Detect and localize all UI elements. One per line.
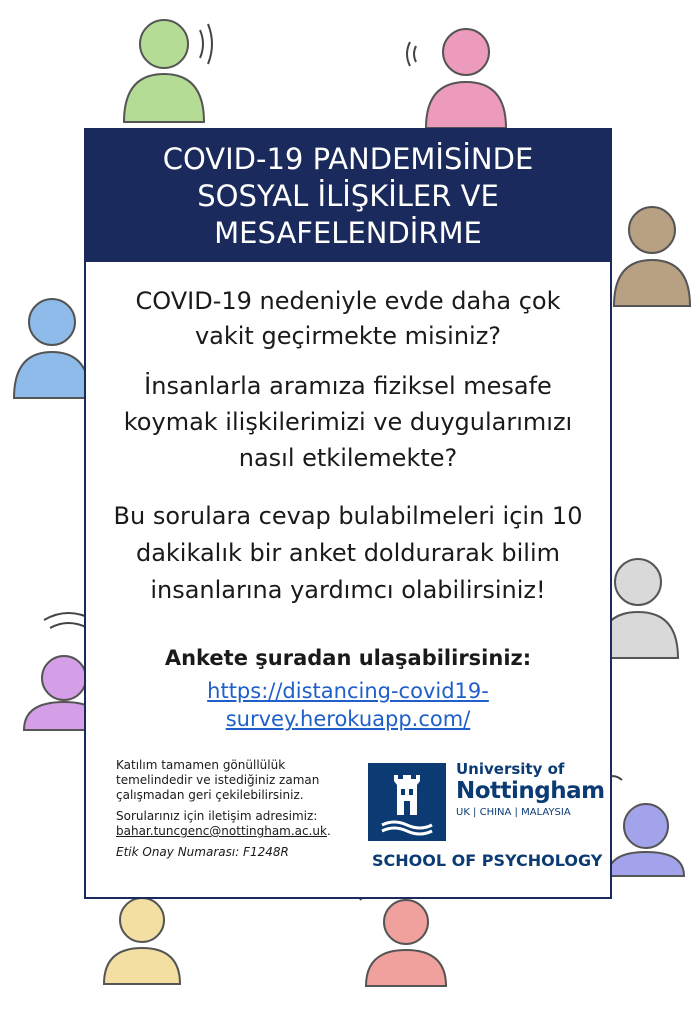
poster-card [84, 128, 612, 899]
question-line: vakit geçirmekte misiniz? [194, 322, 502, 350]
survey-link-line: https://distancing-covid19- [207, 679, 489, 703]
university-crest-icon [368, 763, 446, 841]
voluntary-line: temelindedir ve istediğiniz zaman [116, 773, 320, 787]
logo-university-of: University of [456, 760, 565, 778]
contact-label: Sorularınız için iletişim adresimiz: [116, 809, 318, 823]
contact-email[interactable]: bahar.tuncgenc@nottingham.ac.uk [116, 824, 327, 838]
invitation-line: Bu sorulara cevap bulabilmeleri için 10 [113, 502, 583, 530]
school-name: SCHOOL OF PSYCHOLOGY [372, 851, 603, 870]
poster-title-line: MESAFELENDİRME [214, 215, 482, 250]
ethics-number: Etik Onay Numarası: F1248R [116, 845, 289, 859]
survey-link[interactable] [86, 677, 610, 733]
question-line: koymak ilişkilerimizi ve duygularımızı [123, 408, 573, 436]
survey-link-line: survey.herokuapp.com/ [225, 707, 471, 731]
person-icon-green [120, 18, 220, 128]
survey-link-label: Ankete şuradan ulaşabilirsiniz: [164, 646, 532, 670]
person-icon-brown [612, 204, 700, 314]
person-icon-pink [400, 28, 520, 138]
voluntary-note [116, 758, 356, 803]
question-line: COVID-19 nedeniyle evde daha çok [135, 287, 561, 315]
contact-email-line [116, 824, 356, 839]
logo-university-name: Nottingham [456, 778, 605, 804]
invitation-line: dakikalık bir anket doldurarak bilim [135, 539, 561, 567]
poster-title-line: COVID-19 PANDEMİSİNDE [162, 141, 534, 176]
question-line: nasıl etkilemekte? [238, 444, 458, 472]
footer-info [116, 758, 356, 860]
voluntary-line: Katılım tamamen gönüllülük [116, 758, 286, 772]
question-physical-distance [86, 368, 610, 476]
question-home-time [86, 284, 610, 354]
voluntary-line: çalışmadan geri çekilebilirsiniz. [116, 788, 304, 802]
invitation-line: insanlarına yardımcı olabilirsiniz! [150, 576, 546, 604]
logo-campuses: UK | CHINA | MALAYSIA [456, 807, 571, 818]
contact-email-suffix: . [327, 824, 331, 838]
survey-link-block [86, 677, 610, 733]
poster-header [86, 130, 610, 262]
university-logo-text [456, 760, 605, 820]
poster-title-line: SOSYAL İLİŞKİLER VE [197, 178, 499, 213]
survey-invitation [86, 498, 610, 609]
question-line: İnsanlarla aramıza fiziksel mesafe [144, 372, 552, 400]
